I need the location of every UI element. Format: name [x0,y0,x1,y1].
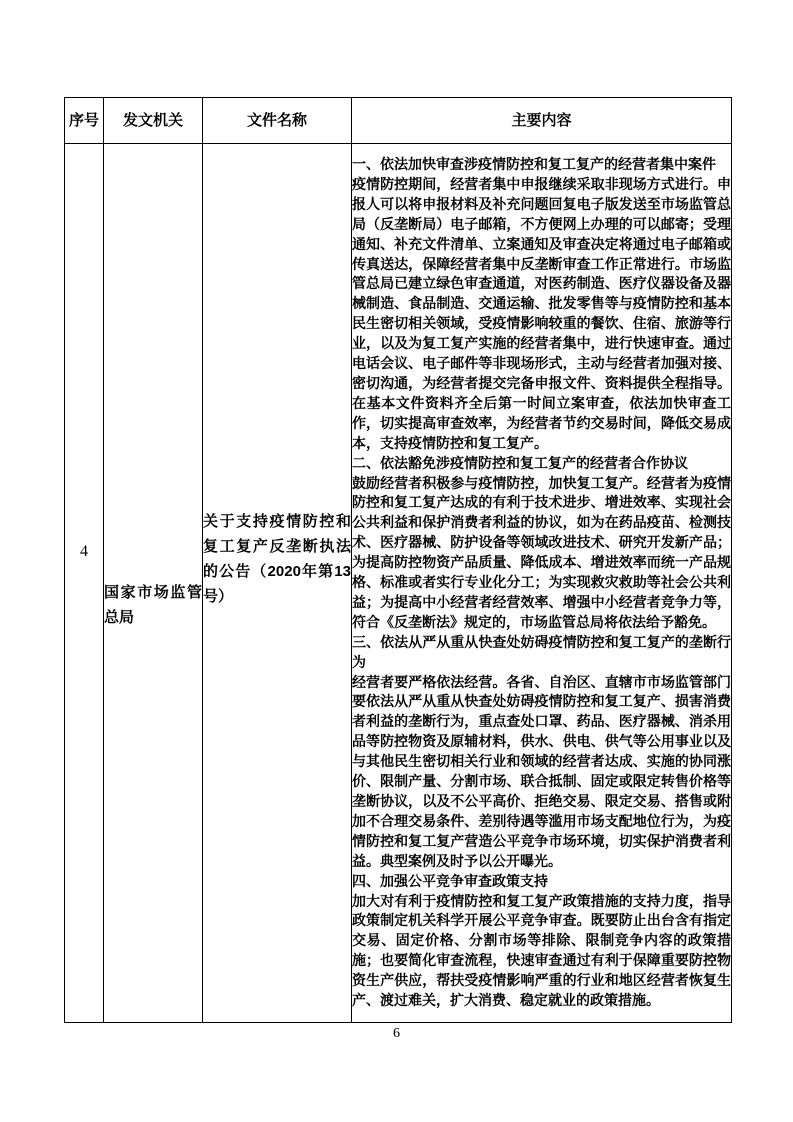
header-index: 序号 [65,98,104,144]
section-1-heading: 一、依法加快审查涉疫情防控和复工复产的经营者集中案件 [352,156,716,173]
document-title: 关于支持疫情防控和复工复产反垄断执法的公告（2020年第13号） [203,513,351,605]
section-3-body: 经营者要严格依法经营。各省、自治区、直辖市市场监管部门要依法从严从重从快查处妨碍疫情防控和复工复产、损害消费者利益的垄断行为，重点查处口罩、药品、医疗器械、消杀用品等防控物资及原辅材料，供水、供电、供气等公用事业以及与其他民生密切相关行业和领域的经营者达成、实施的协同涨价、限制产量、分割市场、联合抵制、固定或限定转售价格等垄断协议，以及不公平高价、拒绝交易、限定交易、搭售或附加不合理交易条件、差别待遇等滥用市场支配地位行为，为疫情防控和复工复产营造公平竞争市场环境，切实保护消费者利益。典型案例及时予以公开曝光。 [352,673,731,869]
cell-agency [104,144,203,1023]
section-2-body: 鼓励经营者积极参与疫情防控，加快复工复产。经营者为疫情防控和复工复产达成的有利于技术进步、增进效率、实现社会公共利益和保护消费者利益的协议，如为在药品疫苗、检测技术、医疗器械、防护设备等领域改进技术、研究开发新产品；为提高防控物资产品质量、降低成本、增进效率而统一产品规格、标准或者实行专业化分工；为实现救灾救助等社会公共利益；为提高中小经营者经营效率、增强中小经营者竞争力等，符合《反垄断法》规定的，市场监管总局将依法给予豁免。 [352,474,731,630]
table-header-row [65,98,732,144]
header-main-content: 主要内容 [352,98,732,144]
cell-document-title [203,144,352,1023]
page-number: 6 [393,1026,400,1041]
section-3-heading: 三、依法从严从重从快查处妨碍疫情防控和复工复产的垄断行为 [352,633,731,670]
document-table [64,97,732,1023]
section-2-heading: 二、依法豁免涉疫情防控和复工复产的经营者合作协议 [352,454,688,471]
header-document-name: 文件名称 [203,98,352,144]
section-4-heading: 四、加强公平竞争审查政策支持 [352,872,548,889]
row-index: 4 [80,543,88,560]
agency-name: 国家市场监管总局 [104,584,202,626]
header-agency: 发文机关 [104,98,203,144]
section-4-body: 加大对有利于疫情防控和复工复产政策措施的支持力度，指导政策制定机关科学开展公平竞争审查。既要防止出台含有指定交易、固定价格、分割市场等排除、限制竞争内容的政策措施；也要简化审查流程，快速审查通过有利于保障重要防控物资生产供应，帮扶受疫情影响严重的行业和地区经营者恢复生产、渡过难关，扩大消费、稳定就业的政策措施。 [352,892,731,1009]
cell-main-content [352,144,732,1023]
table-row [65,144,732,1023]
cell-index [65,144,104,1023]
section-1-body: 疫情防控期间，经营者集中申报继续采取非现场方式进行。申报人可以将申报材料及补充问题回复电子版发送至市场监管总局（反垄断局）电子邮箱，不方便网上办理的可以邮寄；受理通知、补充文件清单、立案通知及审查决定将通过电子邮箱或传真送达，保障经营者集中反垄断审查工作正常进行。市场监管总局已建立绿色审查通道，对医药制造、医疗仪器设备及器械制造、食品制造、交通运输、批发零售等与疫情防控和基本民生密切相关领域，受疫情影响较重的餐饮、住宿、旅游等行业，以及为复工复产实施的经营者集中，进行快速审查。通过电话会议、电子邮件等非现场形式，主动与经营者加强对接、密切沟通，为经营者提交完备申报文件、资料提供全程指导。在基本文件资料齐全后第一时间立案审查，依法加快审查工作，切实提高审查效率，为经营者节约交易时间，降低交易成本，支持疫情防控和复工复产。 [352,175,731,451]
